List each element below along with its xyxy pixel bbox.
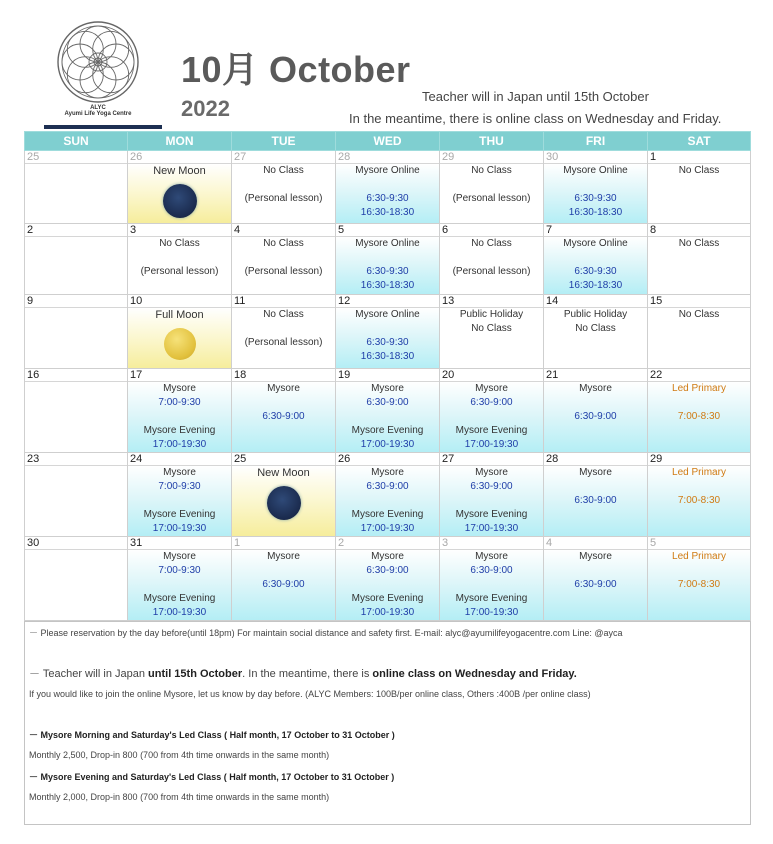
day-content bbox=[336, 382, 439, 452]
class-line bbox=[440, 178, 543, 192]
weekday-wed: WED bbox=[336, 132, 440, 151]
class-line: (Personal lesson) bbox=[244, 337, 323, 348]
class-line bbox=[440, 494, 543, 508]
day-number: 30 bbox=[25, 537, 127, 550]
day-number: 2 bbox=[336, 537, 439, 550]
class-line: Mysore bbox=[163, 467, 196, 478]
class-line: 16:30-18:30 bbox=[360, 351, 415, 362]
day-number: 20 bbox=[440, 369, 543, 382]
day-content bbox=[25, 466, 127, 536]
calendar-day bbox=[25, 295, 128, 369]
calendar-day bbox=[440, 295, 544, 369]
class-line bbox=[336, 178, 439, 192]
calendar-day bbox=[232, 537, 336, 621]
calendar-day bbox=[440, 224, 544, 295]
calendar-day bbox=[648, 295, 751, 369]
class-line: Mysore bbox=[163, 383, 196, 394]
weekday-sun: SUN bbox=[25, 132, 128, 151]
class-line: No Class bbox=[678, 238, 720, 249]
note-reservation: － Please reservation by the day before(until 18pm) For maintain social distance and safety first. E-mail: alyc@ayumilifeyogacentre.com Line: @ayca bbox=[29, 628, 623, 638]
note-morning-price: Monthly 2,500, Drop-in 800 (700 from 4th time onwards in the same month) bbox=[29, 750, 330, 760]
calendar-day bbox=[232, 151, 336, 224]
day-content bbox=[232, 382, 335, 452]
class-line: No Class bbox=[678, 165, 720, 176]
day-number: 8 bbox=[648, 224, 750, 237]
day-content bbox=[232, 550, 335, 620]
calendar-day bbox=[544, 537, 648, 621]
class-line: Mysore bbox=[579, 467, 612, 478]
weekday-header bbox=[25, 132, 751, 151]
day-number: 4 bbox=[232, 224, 335, 237]
day-number: 19 bbox=[336, 369, 439, 382]
day-number: 29 bbox=[440, 151, 543, 164]
day-content bbox=[232, 164, 335, 223]
calendar-week bbox=[25, 151, 751, 224]
class-line: 6:30-9:00 bbox=[574, 579, 617, 590]
class-line: Mysore bbox=[371, 467, 404, 478]
calendar-day bbox=[544, 224, 648, 295]
class-line bbox=[336, 251, 439, 265]
class-line: 16:30-18:30 bbox=[568, 280, 623, 291]
weekday-fri: FRI bbox=[544, 132, 648, 151]
day-content bbox=[25, 382, 127, 452]
class-line: 6:30-9:00 bbox=[470, 481, 513, 492]
calendar-day bbox=[336, 151, 440, 224]
class-line: 6:30-9:30 bbox=[574, 193, 617, 204]
class-line bbox=[232, 564, 335, 578]
day-number: 7 bbox=[544, 224, 647, 237]
calendar-day bbox=[128, 369, 232, 453]
day-number: 18 bbox=[232, 369, 335, 382]
class-line: 17:00-19:30 bbox=[152, 439, 207, 450]
calendar-day bbox=[648, 224, 751, 295]
calendar-day bbox=[128, 537, 232, 621]
class-line bbox=[648, 480, 750, 494]
day-number: 3 bbox=[440, 537, 543, 550]
class-line: Mysore Online bbox=[355, 238, 420, 249]
class-line: 6:30-9:00 bbox=[262, 411, 305, 422]
class-line bbox=[440, 578, 543, 592]
day-number: 6 bbox=[440, 224, 543, 237]
day-content bbox=[648, 382, 750, 452]
calendar-day bbox=[648, 537, 751, 621]
calendar-day bbox=[544, 453, 648, 537]
day-content bbox=[128, 466, 231, 536]
class-line: (Personal lesson) bbox=[452, 193, 531, 204]
class-line: Mysore bbox=[475, 551, 508, 562]
calendar-grid bbox=[24, 131, 751, 621]
class-line: No Class bbox=[471, 323, 512, 334]
day-number: 5 bbox=[648, 537, 750, 550]
class-line: Mysore Evening bbox=[143, 425, 216, 436]
class-line: Public Holiday bbox=[459, 309, 524, 320]
class-line: Mysore Evening bbox=[351, 425, 424, 436]
day-content bbox=[440, 382, 543, 452]
class-line: 7:00-8:30 bbox=[677, 411, 721, 422]
day-number: 27 bbox=[232, 151, 335, 164]
day-content bbox=[544, 308, 647, 368]
class-line: No Class bbox=[263, 165, 304, 176]
class-line: Mysore Evening bbox=[455, 593, 528, 604]
day-content bbox=[128, 237, 231, 294]
class-line: (Personal lesson) bbox=[140, 266, 219, 277]
day-content bbox=[544, 382, 647, 452]
new-moon-icon bbox=[163, 184, 197, 218]
class-line: Mysore Evening bbox=[351, 509, 424, 520]
calendar-day bbox=[648, 369, 751, 453]
class-line: 6:30-9:00 bbox=[470, 565, 513, 576]
calendar-day bbox=[128, 151, 232, 224]
class-line: No Class bbox=[471, 165, 512, 176]
class-line: No Class bbox=[159, 238, 200, 249]
moon-label: Full Moon bbox=[155, 309, 204, 321]
calendar-week bbox=[25, 369, 751, 453]
class-line: Mysore bbox=[163, 551, 196, 562]
day-content bbox=[336, 164, 439, 223]
class-line: 16:30-18:30 bbox=[360, 280, 415, 291]
class-line bbox=[544, 564, 647, 578]
header-note-online: In the meantime, there is online class on Wednesday and Friday. bbox=[349, 111, 722, 126]
day-content bbox=[336, 466, 439, 536]
day-content bbox=[232, 466, 335, 536]
header-note-teacher: Teacher will in Japan until 15th October bbox=[422, 89, 649, 104]
calendar-day bbox=[336, 369, 440, 453]
day-number: 25 bbox=[25, 151, 127, 164]
calendar-week bbox=[25, 224, 751, 295]
page-title: 10月 October bbox=[181, 49, 411, 90]
day-content bbox=[336, 308, 439, 368]
calendar-day bbox=[336, 453, 440, 537]
class-line: 17:00-19:30 bbox=[360, 523, 415, 534]
day-number: 29 bbox=[648, 453, 750, 466]
calendar-day bbox=[128, 224, 232, 295]
class-line: 17:00-19:30 bbox=[360, 439, 415, 450]
day-number: 27 bbox=[440, 453, 543, 466]
class-line: 6:30-9:30 bbox=[574, 266, 617, 277]
day-number: 25 bbox=[232, 453, 335, 466]
calendar-day bbox=[25, 453, 128, 537]
weekday-sat: SAT bbox=[648, 132, 751, 151]
day-number: 9 bbox=[25, 295, 127, 308]
calendar-day bbox=[25, 224, 128, 295]
weekday-thu: THU bbox=[440, 132, 544, 151]
class-line: Mysore bbox=[371, 551, 404, 562]
day-content bbox=[128, 164, 231, 223]
calendar-day bbox=[25, 369, 128, 453]
day-number: 17 bbox=[128, 369, 231, 382]
day-content bbox=[232, 237, 335, 294]
note-teacher-b: until 15th October bbox=[148, 668, 243, 680]
day-number: 2 bbox=[25, 224, 127, 237]
class-line: 17:00-19:30 bbox=[152, 607, 207, 618]
day-number: 3 bbox=[128, 224, 231, 237]
day-content bbox=[336, 237, 439, 294]
day-number: 31 bbox=[128, 537, 231, 550]
note-teacher-d: online class on Wednesday and Friday. bbox=[372, 668, 577, 680]
class-line bbox=[232, 178, 335, 192]
class-line: 6:30-9:00 bbox=[574, 495, 617, 506]
class-line: No Class bbox=[471, 238, 512, 249]
calendar-day bbox=[232, 369, 336, 453]
day-content bbox=[648, 164, 750, 223]
day-number: 5 bbox=[336, 224, 439, 237]
day-content bbox=[128, 550, 231, 620]
day-number: 12 bbox=[336, 295, 439, 308]
note-online: If you would like to join the online Mysore, let us know by day before. (ALYC Members: 100B/per online class, Others :400B /per online class) bbox=[29, 689, 591, 699]
class-line bbox=[440, 410, 543, 424]
class-line bbox=[232, 322, 335, 336]
day-number: 26 bbox=[128, 151, 231, 164]
logo-name: Ayumi Life Yoga Centre bbox=[64, 111, 132, 117]
day-number: 23 bbox=[25, 453, 127, 466]
day-number: 21 bbox=[544, 369, 647, 382]
mandala-logo-icon bbox=[56, 20, 140, 104]
calendar-day bbox=[336, 224, 440, 295]
calendar-day bbox=[440, 537, 544, 621]
weekday-tue: TUE bbox=[232, 132, 336, 151]
day-number: 26 bbox=[336, 453, 439, 466]
notes-panel bbox=[24, 621, 751, 825]
day-number: 4 bbox=[544, 537, 647, 550]
class-line: 7:00-9:30 bbox=[158, 565, 201, 576]
class-line: 7:00-8:30 bbox=[677, 495, 721, 506]
class-line: 16:30-18:30 bbox=[568, 207, 623, 218]
calendar-day bbox=[25, 151, 128, 224]
class-line bbox=[232, 396, 335, 410]
class-line: 7:00-9:30 bbox=[158, 481, 201, 492]
day-content bbox=[128, 382, 231, 452]
calendar-day bbox=[440, 369, 544, 453]
note-teacher-c: . In the meantime, there is bbox=[242, 668, 373, 680]
day-number: 16 bbox=[25, 369, 127, 382]
year-label: 2022 bbox=[181, 96, 230, 121]
day-content bbox=[544, 237, 647, 294]
class-line: (Personal lesson) bbox=[244, 193, 323, 204]
full-moon-icon bbox=[164, 328, 196, 360]
class-line: 6:30-9:00 bbox=[470, 397, 513, 408]
day-content bbox=[544, 550, 647, 620]
class-line: 7:00-9:30 bbox=[158, 397, 201, 408]
class-line: 6:30-9:00 bbox=[366, 397, 409, 408]
class-line: No Class bbox=[263, 309, 304, 320]
calendar-day bbox=[648, 151, 751, 224]
new-moon-icon bbox=[267, 486, 301, 520]
day-content bbox=[544, 164, 647, 223]
class-line: Mysore Online bbox=[563, 165, 628, 176]
calendar-day bbox=[128, 453, 232, 537]
class-line bbox=[128, 578, 231, 592]
note-morning-title: － Mysore Morning and Saturday's Led Class ( Half month, 17 October to 31 October ) bbox=[29, 730, 395, 740]
class-line bbox=[232, 251, 335, 265]
day-content bbox=[25, 308, 127, 368]
calendar-day bbox=[232, 295, 336, 369]
day-content bbox=[128, 308, 231, 368]
class-line: No Class bbox=[575, 323, 616, 334]
day-number: 30 bbox=[544, 151, 647, 164]
class-line: Mysore bbox=[579, 551, 612, 562]
class-line: 17:00-19:30 bbox=[152, 523, 207, 534]
class-line: Mysore bbox=[267, 383, 300, 394]
logo bbox=[54, 20, 142, 117]
calendar-week bbox=[25, 453, 751, 537]
moon-label: New Moon bbox=[257, 467, 310, 479]
class-line: 6:30-9:00 bbox=[262, 579, 305, 590]
moon-label: New Moon bbox=[153, 165, 206, 177]
class-line: Mysore Evening bbox=[455, 425, 528, 436]
class-line: Mysore Evening bbox=[143, 593, 216, 604]
logo-divider bbox=[44, 125, 162, 129]
note-evening-title: － Mysore Evening and Saturday's Led Class ( Half month, 17 October to 31 October ) bbox=[29, 772, 395, 782]
class-line: 17:00-19:30 bbox=[360, 607, 415, 618]
calendar-day bbox=[648, 453, 751, 537]
calendar-week bbox=[25, 295, 751, 369]
day-content bbox=[336, 550, 439, 620]
day-number: 15 bbox=[648, 295, 750, 308]
class-line: Mysore Evening bbox=[351, 593, 424, 604]
calendar-day bbox=[336, 295, 440, 369]
class-line bbox=[544, 480, 647, 494]
class-line: Led Primary bbox=[672, 467, 726, 478]
class-line: 6:30-9:00 bbox=[366, 481, 409, 492]
class-line: Mysore bbox=[371, 383, 404, 394]
day-number: 28 bbox=[336, 151, 439, 164]
class-line: Led Primary bbox=[672, 551, 726, 562]
calendar-day bbox=[544, 369, 648, 453]
class-line: Mysore bbox=[475, 467, 508, 478]
class-line: Mysore bbox=[579, 383, 612, 394]
class-line bbox=[336, 322, 439, 336]
day-content bbox=[25, 237, 127, 294]
class-line bbox=[648, 396, 750, 410]
class-line: Led Primary bbox=[672, 383, 726, 394]
day-number: 28 bbox=[544, 453, 647, 466]
class-line: 6:30-9:30 bbox=[366, 193, 409, 204]
day-number: 11 bbox=[232, 295, 335, 308]
class-line bbox=[440, 251, 543, 265]
class-line: 17:00-19:30 bbox=[464, 607, 519, 618]
calendar-day bbox=[25, 537, 128, 621]
calendar-day bbox=[440, 151, 544, 224]
class-line bbox=[544, 396, 647, 410]
class-line bbox=[336, 494, 439, 508]
class-line: Mysore Evening bbox=[455, 509, 528, 520]
class-line: 6:30-9:30 bbox=[366, 266, 409, 277]
class-line: Mysore bbox=[475, 383, 508, 394]
class-line: Mysore Online bbox=[355, 309, 420, 320]
day-content bbox=[648, 466, 750, 536]
class-line: No Class bbox=[263, 238, 304, 249]
logo-abbr: ALYC bbox=[90, 105, 106, 111]
class-line: Mysore bbox=[267, 551, 300, 562]
class-line: 17:00-19:30 bbox=[464, 439, 519, 450]
class-line bbox=[544, 251, 647, 265]
calendar-day bbox=[544, 295, 648, 369]
note-teacher bbox=[29, 665, 577, 681]
class-line: (Personal lesson) bbox=[452, 266, 531, 277]
calendar-day bbox=[544, 151, 648, 224]
calendar-day bbox=[336, 537, 440, 621]
day-content bbox=[440, 466, 543, 536]
class-line: Public Holiday bbox=[563, 309, 628, 320]
day-content bbox=[440, 164, 543, 223]
calendar-day bbox=[128, 295, 232, 369]
calendar-day bbox=[232, 224, 336, 295]
class-line bbox=[544, 178, 647, 192]
calendar-week bbox=[25, 537, 751, 621]
class-line bbox=[128, 410, 231, 424]
class-line: 16:30-18:30 bbox=[360, 207, 415, 218]
class-line: (Personal lesson) bbox=[244, 266, 323, 277]
class-line bbox=[648, 564, 750, 578]
note-teacher-a: － Teacher will in Japan bbox=[29, 668, 149, 680]
day-content bbox=[440, 550, 543, 620]
day-number: 13 bbox=[440, 295, 543, 308]
day-number: 1 bbox=[232, 537, 335, 550]
class-line: 6:30-9:00 bbox=[574, 411, 617, 422]
class-line: 17:00-19:30 bbox=[464, 523, 519, 534]
class-line: 6:30-9:30 bbox=[366, 337, 409, 348]
day-number: 1 bbox=[648, 151, 750, 164]
day-number: 10 bbox=[128, 295, 231, 308]
day-content bbox=[25, 164, 127, 223]
class-line bbox=[336, 578, 439, 592]
day-number: 22 bbox=[648, 369, 750, 382]
day-content bbox=[232, 308, 335, 368]
day-content bbox=[648, 308, 750, 368]
day-content bbox=[648, 550, 750, 620]
class-line: Mysore Evening bbox=[143, 509, 216, 520]
day-content bbox=[440, 237, 543, 294]
day-number: 24 bbox=[128, 453, 231, 466]
class-line bbox=[128, 494, 231, 508]
class-line bbox=[128, 251, 231, 265]
class-line: No Class bbox=[678, 309, 720, 320]
class-line: Mysore Online bbox=[563, 238, 628, 249]
day-content bbox=[544, 466, 647, 536]
calendar-day bbox=[232, 453, 336, 537]
class-line: 7:00-8:30 bbox=[677, 579, 721, 590]
class-line bbox=[336, 410, 439, 424]
calendar-day bbox=[440, 453, 544, 537]
day-content bbox=[25, 550, 127, 620]
day-content bbox=[440, 308, 543, 368]
day-content bbox=[648, 237, 750, 294]
class-line: Mysore Online bbox=[355, 165, 420, 176]
weekday-mon: MON bbox=[128, 132, 232, 151]
day-number: 14 bbox=[544, 295, 647, 308]
class-line: 6:30-9:00 bbox=[366, 565, 409, 576]
note-evening-price: Monthly 2,000, Drop-in 800 (700 from 4th time onwards in the same month) bbox=[29, 792, 330, 802]
